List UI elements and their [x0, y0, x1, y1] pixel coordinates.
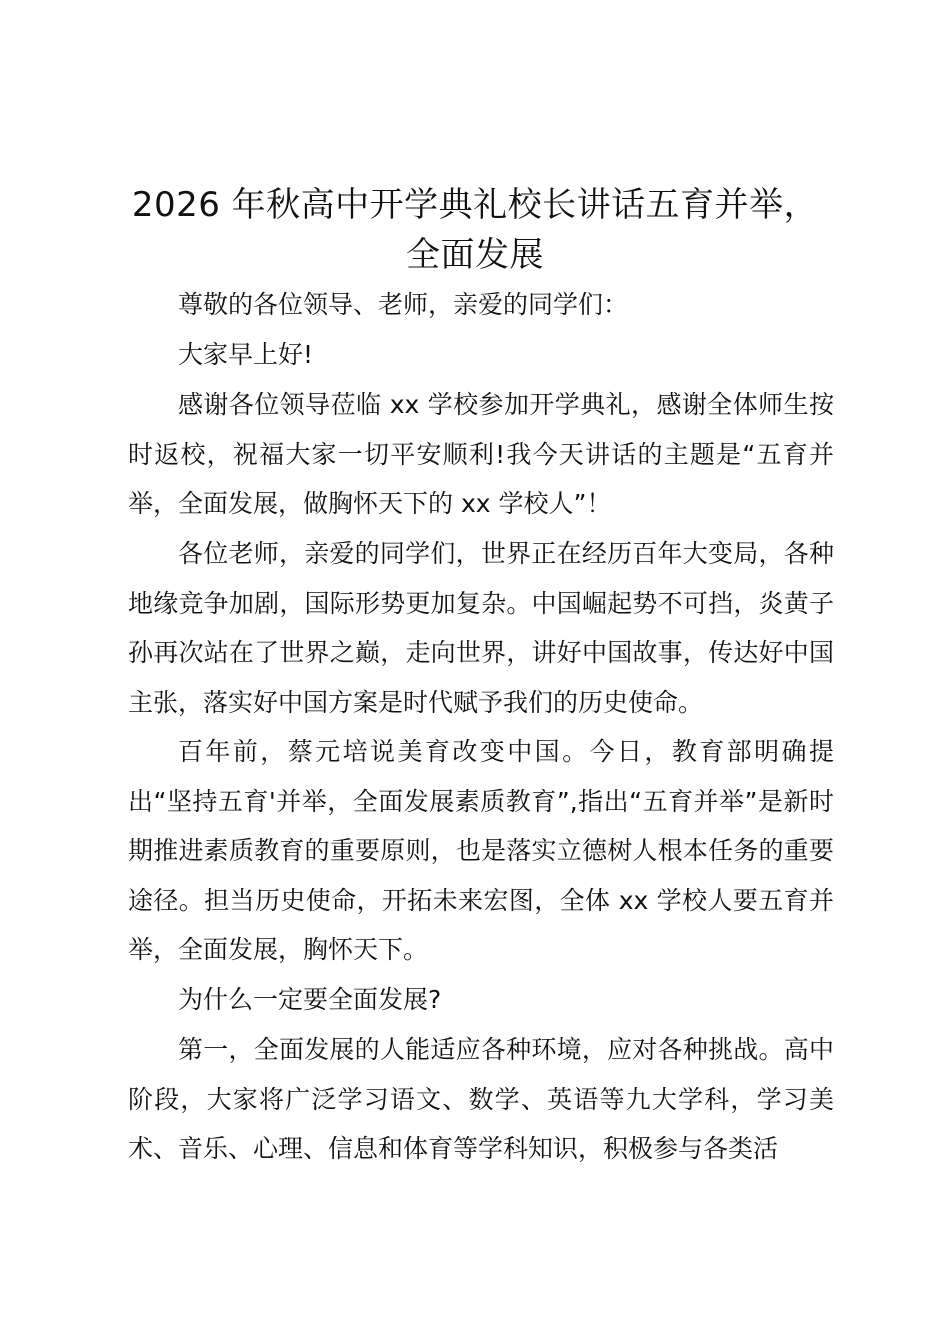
- body-paragraph-history: 百年前，蔡元培说美育改变中国。今日，教育部明确提出“坚持五育'并举，全面发展素质教育”,指出“五育并举”是新时期推进素质教育的重要原则，也是落实立德树人根本任务的重要途径。担当历史使命，开拓未来宏图，全体 xx 学校人要五育并举，全面发展，胸怀天下。: [128, 737, 834, 964]
- document-title-line-2: 全面发展: [406, 235, 544, 275]
- body-paragraph-first-point: 第一，全面发展的人能适应各种环境，应对各种挑战。高中阶段，大家将广泛学习语文、数学、英语等九大学科，学习美术、音乐、心理、信息和体育等学科知识，积极参与各类活: [128, 1035, 834, 1163]
- greeting-paragraph: 大家早上好!: [178, 340, 314, 369]
- body-paragraph-thanks: 感谢各位领导莅临 xx 学校参加开学典礼，感谢全体师生按时返校，祝福大家一切平安顺利!我今天讲话的主题是“五育并举，全面发展，做胸怀天下的 xx 学校人”！: [128, 390, 834, 518]
- document-title-line-1: 2026 年秋高中开学典礼校长讲话五育并举，: [131, 185, 819, 225]
- salutation-paragraph: 尊敬的各位领导、老师，亲爱的同学们：: [178, 290, 629, 319]
- body-paragraph-world: 各位老师，亲爱的同学们，世界正在经历百年大变局，各种地缘竞争加剧，国际形势更加复杂。中国崛起势不可挡，炎黄子孙再次站在了世界之巅，走向世界，讲好中国故事，传达好中国主张，落实好中国方案是时代赋予我们的历史使命。: [128, 539, 834, 717]
- body-paragraph-question: 为什么一定要全面发展?: [178, 985, 442, 1014]
